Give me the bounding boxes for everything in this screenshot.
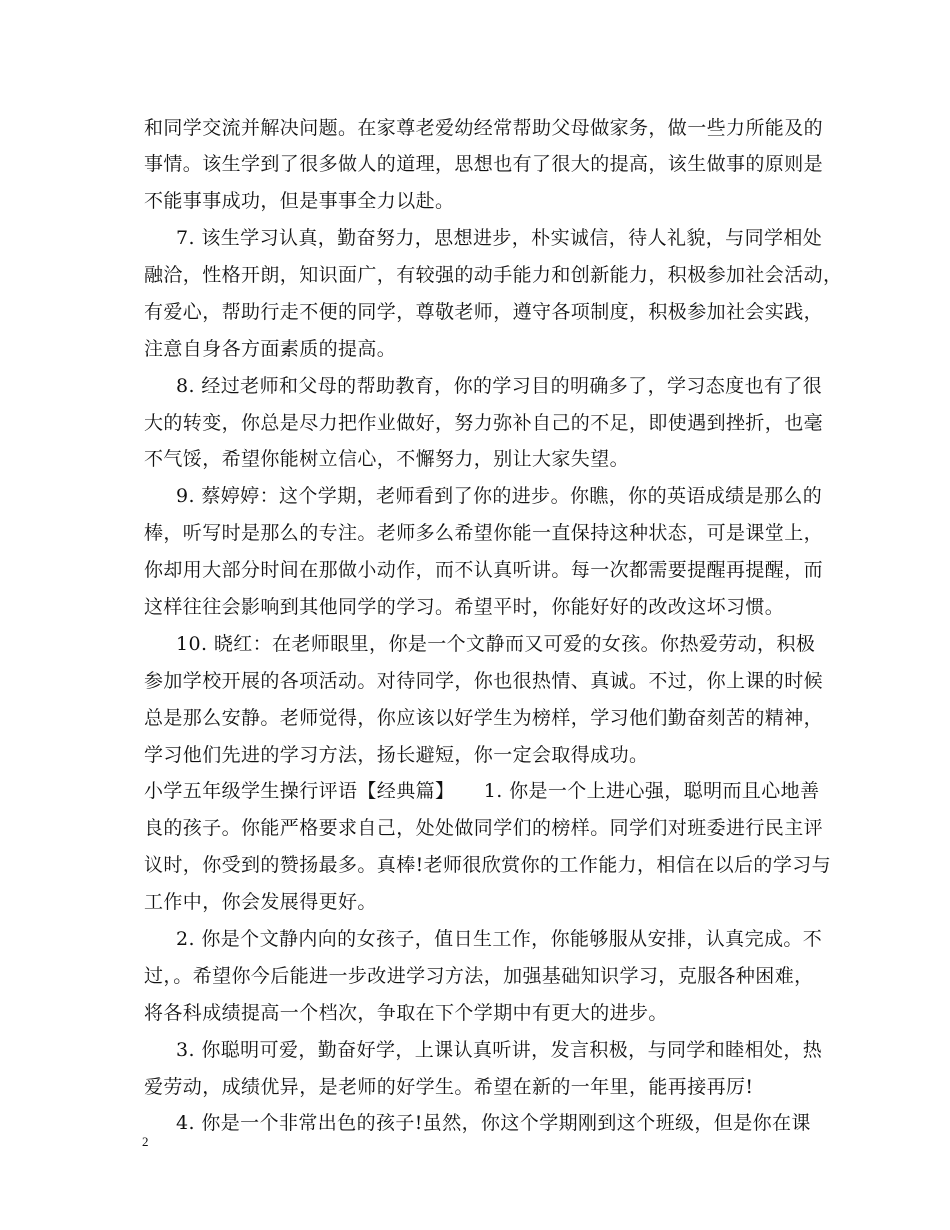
text-line: 棒，听写时是那么的专注。老师多么希望你能一直保持这种状态，可是课堂上， [144, 522, 824, 544]
paragraph-2-start: 2. 你是个文静内向的女孩子，值日生工作，你能够服从安排，认真完成。不 [176, 928, 823, 950]
text-line: 过，。希望你今后能进一步改进学习方法，加强基础知识学习，克服各种困难， [144, 965, 814, 987]
text-line: 和同学交流并解决问题。在家尊老爱幼经常帮助父母做家务，做一些力所能及的 [144, 117, 824, 139]
text-line: 总是那么安静。老师觉得，你应该以好学生为榜样，学习他们勤奋刻苦的精神， [144, 707, 824, 729]
text-line: 参加学校开展的各项活动。对待同学，你也很热情、真诚。不过，你上课的时候 [144, 670, 824, 692]
text-line: 不能事事成功，但是事事全力以赴。 [144, 190, 455, 212]
text-line: 将各科成绩提高一个档次，争取在下个学期中有更大的进步。 [144, 1002, 668, 1024]
text-line: 融洽，性格开朗，知识面广，有较强的动手能力和创新能力，积极参加社会活动， [144, 264, 843, 286]
paragraph-4-start: 4. 你是一个非常出色的孩子!虽然，你这个学期刚到这个班级，但是你在课 [176, 1112, 811, 1134]
text-line: 注意自身各方面素质的提高。 [144, 338, 397, 360]
section-heading-line: 小学五年级学生操行评语【经典篇】 1. 你是一个上进心强，聪明而且心地善 [144, 780, 820, 802]
text-line: 工作中，你会发展得更好。 [144, 891, 377, 913]
paragraph-10-start: 10. 晓红：在老师眼里，你是一个文静而又可爱的女孩。你热爱劳动，积极 [176, 633, 816, 655]
paragraph-9-start: 9. 蔡婷婷：这个学期，老师看到了你的进步。你瞧，你的英语成绩是那么的 [176, 485, 823, 507]
text-line: 大的转变，你总是尽力把作业做好，努力弥补自己的不足，即使遇到挫折，也毫 [144, 412, 824, 434]
paragraph-7-start: 7. 该生学习认真，勤奋努力，思想进步，朴实诚信，待人礼貌，与同学相处 [176, 227, 823, 249]
paragraph-8-start: 8. 经过老师和父母的帮助教育，你的学习目的明确多了，学习态度也有了很 [176, 375, 823, 397]
text-line: 你却用大部分时间在那做小动作，而不认真听讲。每一次都需要提醒再提醒，而 [144, 559, 824, 581]
text-line: 议时，你受到的赞扬最多。真棒!老师很欣赏你的工作能力，相信在以后的学习与 [144, 854, 832, 876]
page-number: 2 [142, 1134, 149, 1149]
paragraph-3-start: 3. 你聪明可爱，勤奋好学，上课认真听讲，发言积极，与同学和睦相处，热 [176, 1039, 823, 1061]
text-line: 学习他们先进的学习方法，扬长避短，你一定会取得成功。 [144, 744, 649, 766]
text-line: 有爱心，帮助行走不便的同学，尊敬老师，遵守各项制度，积极参加社会实践， [144, 301, 824, 323]
text-line: 爱劳动，成绩优异，是老师的好学生。希望在新的一年里，能再接再厉! [144, 1076, 754, 1098]
text-line: 不气馁，希望你能树立信心，不懈努力，别让大家失望。 [144, 448, 630, 470]
text-line: 这样往往会影响到其他同学的学习。希望平时，你能好好的改改这坏习惯。 [144, 596, 785, 618]
text-line: 良的孩子。你能严格要求自己，处处做同学们的榜样。同学们对班委进行民主评 [144, 817, 824, 839]
text-line: 事情。该生学到了很多做人的道理，思想也有了很大的提高，该生做事的原则是 [144, 153, 824, 175]
